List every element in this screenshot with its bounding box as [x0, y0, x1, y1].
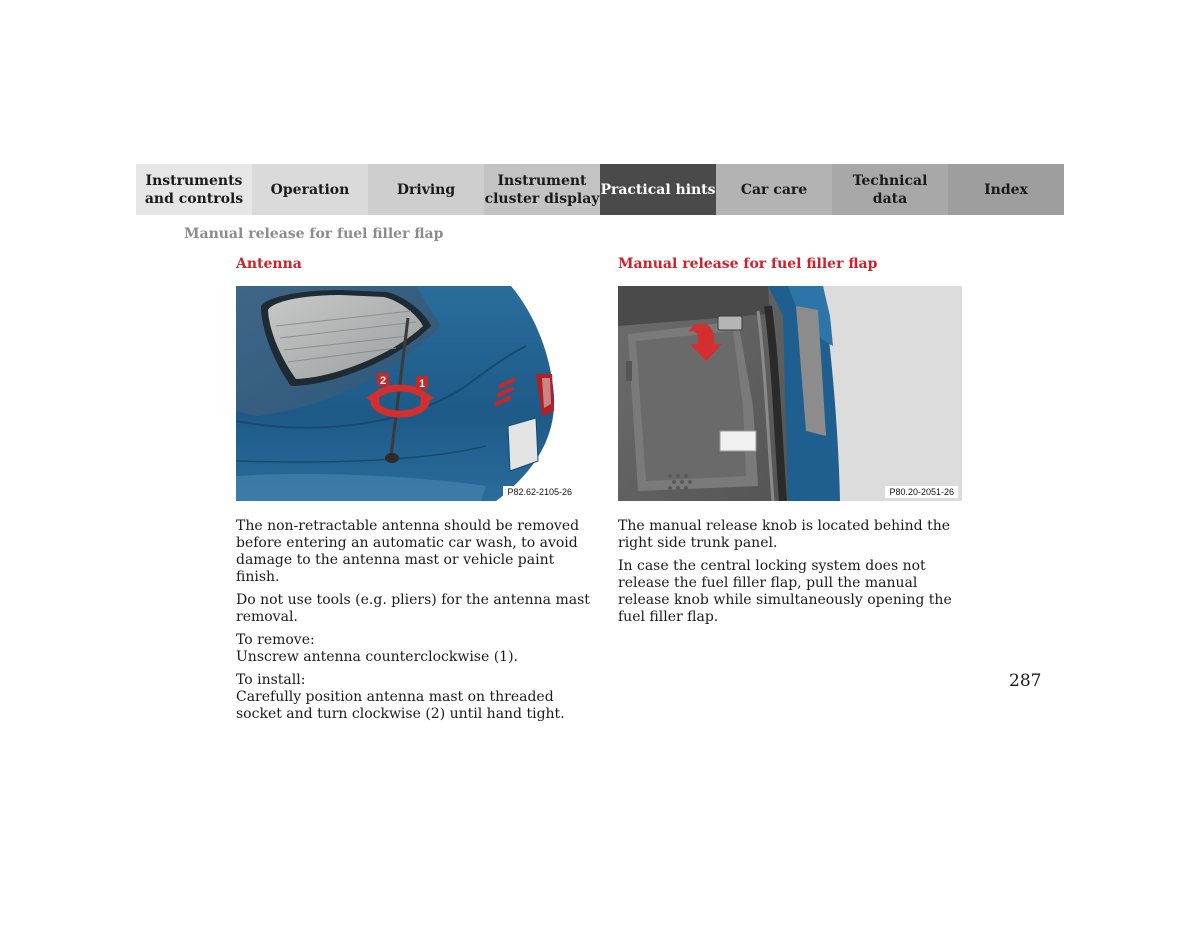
tab-instruments-and-controls[interactable]: Instruments and controls: [136, 164, 252, 215]
paragraph: Do not use tools (e.g. pliers) for the antenna mast removal.: [236, 592, 590, 625]
paragraph: In case the central locking system does not release the fuel filler flap, pull the manual release knob while simultaneously opening the fuel filler flap.: [618, 558, 952, 625]
fuel-flap-text: [618, 518, 968, 632]
page-number: 287: [1009, 671, 1042, 691]
paragraph-install: To install: Carefully position antenna mast on threaded socket and turn clockwise (2) until hand tight.: [236, 672, 565, 722]
breadcrumb: Manual release for fuel filler flap: [184, 226, 444, 242]
fuel-flap-heading: Manual release for fuel filler flap: [618, 256, 878, 272]
tab-technical-data[interactable]: Technical data: [832, 164, 948, 215]
fuel-flap-illustration: [618, 286, 962, 501]
tab-index[interactable]: Index: [948, 164, 1064, 215]
paragraph-remove: To remove: Unscrew antenna counterclockwise (1).: [236, 632, 518, 665]
antenna-heading: Antenna: [236, 256, 302, 272]
figure-code: P80.20-2051-26: [885, 486, 958, 498]
tab-car-care[interactable]: Car care: [716, 164, 832, 215]
chapter-tabs: [136, 164, 1064, 215]
tab-operation[interactable]: Operation: [252, 164, 368, 215]
callout-1: 1: [418, 378, 426, 390]
paragraph: The non-retractable antenna should be removed before entering an automatic car wash, to avoid damage to the antenna mast or vehicle paint finish.: [236, 518, 580, 585]
callout-2: 2: [379, 375, 387, 387]
antenna-car-drawing: [236, 286, 580, 501]
tab-practical-hints[interactable]: Practical hints: [600, 164, 716, 215]
figure-code: P82.62-2105-26: [503, 486, 576, 498]
antenna-text: [236, 518, 596, 729]
trunk-panel-drawing: [618, 286, 962, 501]
paragraph: The manual release knob is located behind the right side trunk panel.: [618, 518, 950, 551]
antenna-illustration: [236, 286, 580, 501]
tab-instrument-cluster-display[interactable]: Instrument cluster display: [484, 164, 600, 215]
tab-driving[interactable]: Driving: [368, 164, 484, 215]
